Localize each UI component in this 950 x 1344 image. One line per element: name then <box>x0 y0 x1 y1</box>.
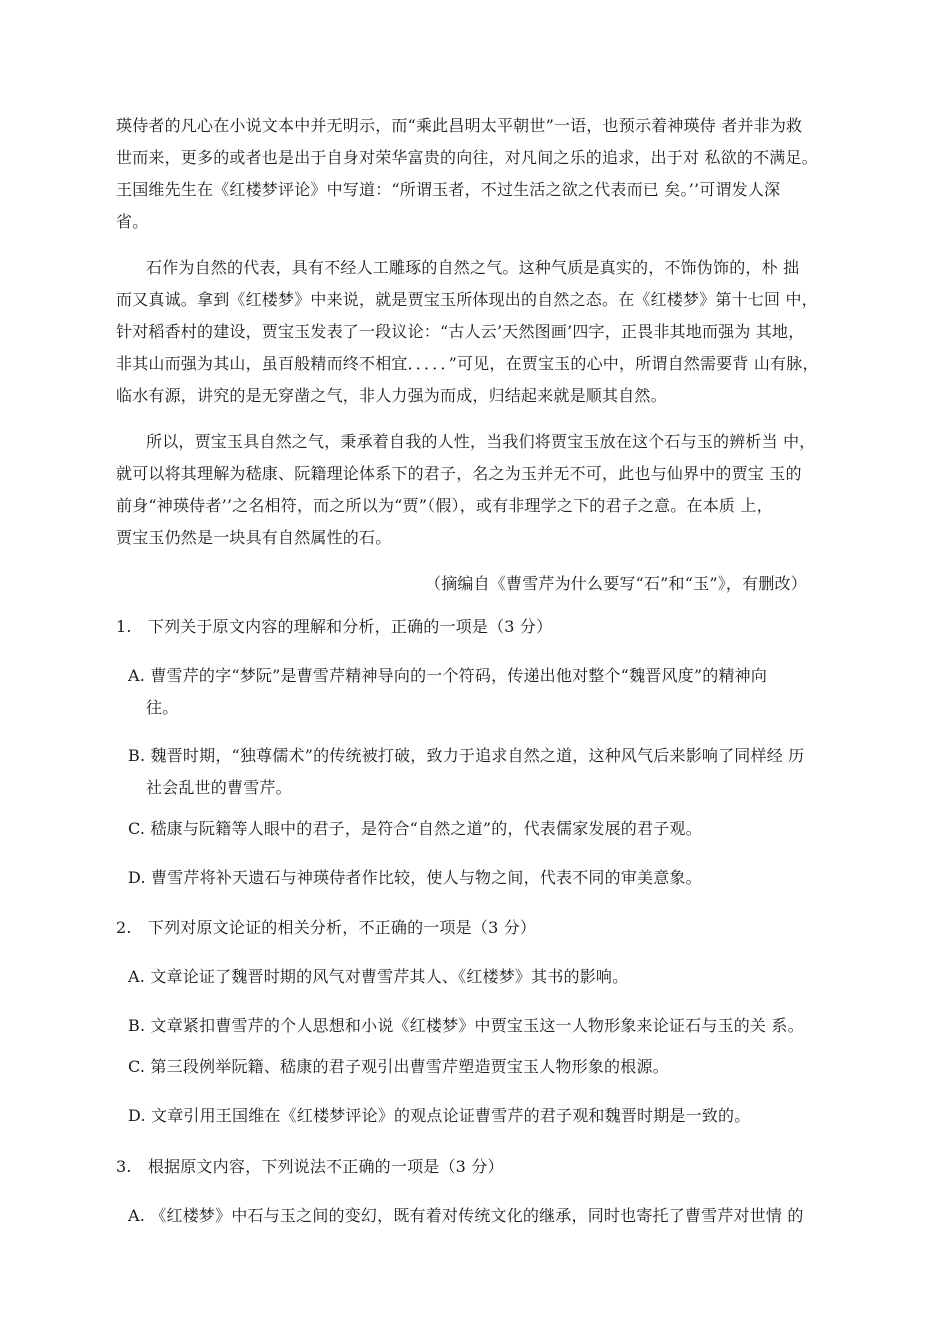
passage-p1-line: 省。 <box>116 212 149 231</box>
passage-p2-line: 针对稻香村的建设，贾宝玉发表了一段议论：“古人云’天然图画’四字，正畏非其地而强为 其地， <box>116 322 805 341</box>
question-2-option-b: B. 文章紧扣曹雪芹的个人思想和小说《红楼梦》中贾宝玉这一人物形象来论证石与玉的关 系。 <box>128 1016 804 1035</box>
question-2-stem: 2. 下列对原文论证的相关分析，不正确的一项是（3 分） <box>116 918 537 937</box>
passage-p1-line: 世而来，更多的或者也是出于自身对荣华富贵的向往，对凡间之乐的追求，出于对 私欲的不满足。 <box>116 148 818 167</box>
passage-p2-line: 石作为自然的代表，具有不经人工雕琢的自然之气。这种气质是真实的，不饰伪饰的，朴 拙 <box>146 258 800 277</box>
question-1-option-a-cont: 往。 <box>146 698 179 717</box>
question-1-option-b: B. 魏晋时期，“独尊儒术”的传统被打破，致力于追求自然之道，这种风气后来影响了同样经 历 <box>128 746 805 765</box>
question-2-option-d: D. 文章引用王国维在《红楼梦评论》的观点论证曹雪芹的君子观和魏晋时期是一致的。 <box>128 1106 751 1125</box>
passage-p3-line: 贾宝玉仍然是一块具有自然属性的石。 <box>116 528 392 547</box>
question-1-option-c: C. 嵇康与阮籍等人眼中的君子，是符合“自然之道”的，代表儒家发展的君子观。 <box>128 819 702 838</box>
passage-p1-line: 瑛侍者的凡心在小说文本中并无明示，而“乘此昌明太平朝世”一语，也预示着神瑛侍 者并非为救 <box>116 116 803 135</box>
question-2-option-c: C. 第三段例举阮籍、嵇康的君子观引出曹雪芹塑造贾宝玉人物形象的根源。 <box>128 1057 669 1076</box>
passage-p3-line: 前身“神瑛侍者’’之名相符，而之所以为“贾”（假），或有非理学之下的君子之意。在本质 上， <box>116 496 773 515</box>
passage-p2-line: 非其山而强为其山，虽百般精而终不相宜．．．．．”可见，在贾宝玉的心中，所谓自然需要背 山有脉， <box>116 354 819 373</box>
passage-p1-line: 王国维先生在《红楼梦评论》中写道：“所谓玉者，不过生活之欲之代表而已 矣。’’可谓发人深 <box>116 180 781 199</box>
passage-source: （摘编自《曹雪芹为什么要写“石”和“玉”》，有删改） <box>425 574 807 593</box>
question-1-option-a: A. 曹雪芹的字“梦阮”是曹雪芹精神导向的一个符码，传递出他对整个“魏晋风度”的精神向 <box>128 666 768 685</box>
question-3-stem: 3. 根据原文内容，下列说法不正确的一项是（3 分） <box>116 1157 504 1176</box>
passage-p3-line: 所以，贾宝玉具自然之气，秉承着自我的人性，当我们将贾宝玉放在这个石与玉的辨析当 中， <box>146 432 816 451</box>
question-1-option-d: D. 曹雪芹将补天遗石与神瑛侍者作比较，使人与物之间，代表不同的审美意象。 <box>128 868 702 887</box>
passage-p2-line: 而又真诚。拿到《红楼梦》中来说，就是贾宝玉所体现出的自然之态。在《红楼梦》第十七回 中， <box>116 290 818 309</box>
question-1-option-b-cont: 社会乱世的曹雪芹。 <box>146 778 292 797</box>
question-2-option-a: A. 文章论证了魏晋时期的风气对曹雪芹其人、《红楼梦》其书的影响。 <box>128 967 629 986</box>
question-1-stem: 1. 下列关于原文内容的理解和分析，正确的一项是（3 分） <box>116 617 553 636</box>
passage-p3-line: 就可以将其理解为嵇康、阮籍理论体系下的君子，名之为玉并无不可，此也与仙界中的贾宝 玉的 <box>116 464 802 483</box>
question-3-option-a: A. 《红楼梦》中石与玉之间的变幻，既有着对传统文化的继承，同时也寄托了曹雪芹对世情 的 <box>128 1206 804 1225</box>
passage-p2-line: 临水有源，讲究的是无穿凿之气，非人力强为而成，归结起来就是顺其自然。 <box>116 386 667 405</box>
